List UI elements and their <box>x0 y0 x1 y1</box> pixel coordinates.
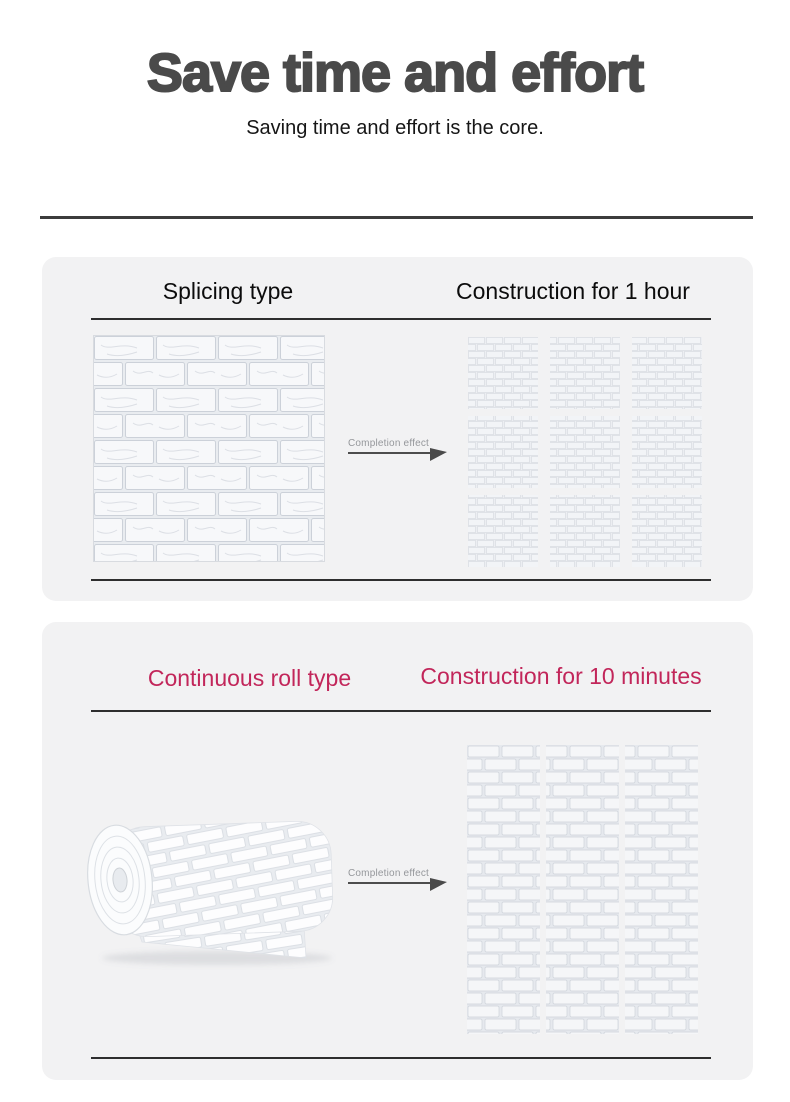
splicing-type-title: Splicing type <box>162 278 294 304</box>
brick-wall-art <box>93 335 325 562</box>
panel2-bottom-rule <box>91 1057 711 1059</box>
completion-effect-label: Completion effect <box>348 868 430 879</box>
wallpaper-roll-art <box>82 810 342 970</box>
spliced-brick-panel-image <box>93 335 325 562</box>
completion-effect-1 <box>348 438 448 454</box>
page-title: Save time and effort <box>146 43 644 103</box>
panels-grid-art <box>468 337 702 567</box>
completion-effect-label: Completion effect <box>348 438 430 449</box>
strip-columns <box>467 745 698 1034</box>
completion-arrow-icon <box>430 448 447 461</box>
splicing-type-panel <box>42 257 753 601</box>
panel1-top-rule <box>91 318 711 320</box>
panel2-top-rule <box>91 710 711 712</box>
page-subtitle: Saving time and effort is the core. <box>246 117 544 139</box>
panel1-bottom-rule <box>91 579 711 581</box>
installed-panels-grid <box>468 337 702 567</box>
continuous-roll-panel <box>42 622 753 1080</box>
completion-arrow-icon <box>430 878 447 891</box>
construction-10-minutes-title: Construction for 10 minutes <box>420 663 702 689</box>
installed-strips-image <box>467 745 703 1034</box>
completion-effect-2 <box>348 868 448 884</box>
wallpaper-roll-image <box>82 810 342 970</box>
completion-arrow-line <box>348 882 432 884</box>
header-divider <box>40 216 753 219</box>
continuous-roll-title: Continuous roll type <box>147 665 352 691</box>
completion-arrow-line <box>348 452 432 454</box>
construction-1-hour-title: Construction for 1 hour <box>456 278 690 304</box>
strips-art <box>467 745 703 1034</box>
grid-tiles <box>468 337 702 567</box>
